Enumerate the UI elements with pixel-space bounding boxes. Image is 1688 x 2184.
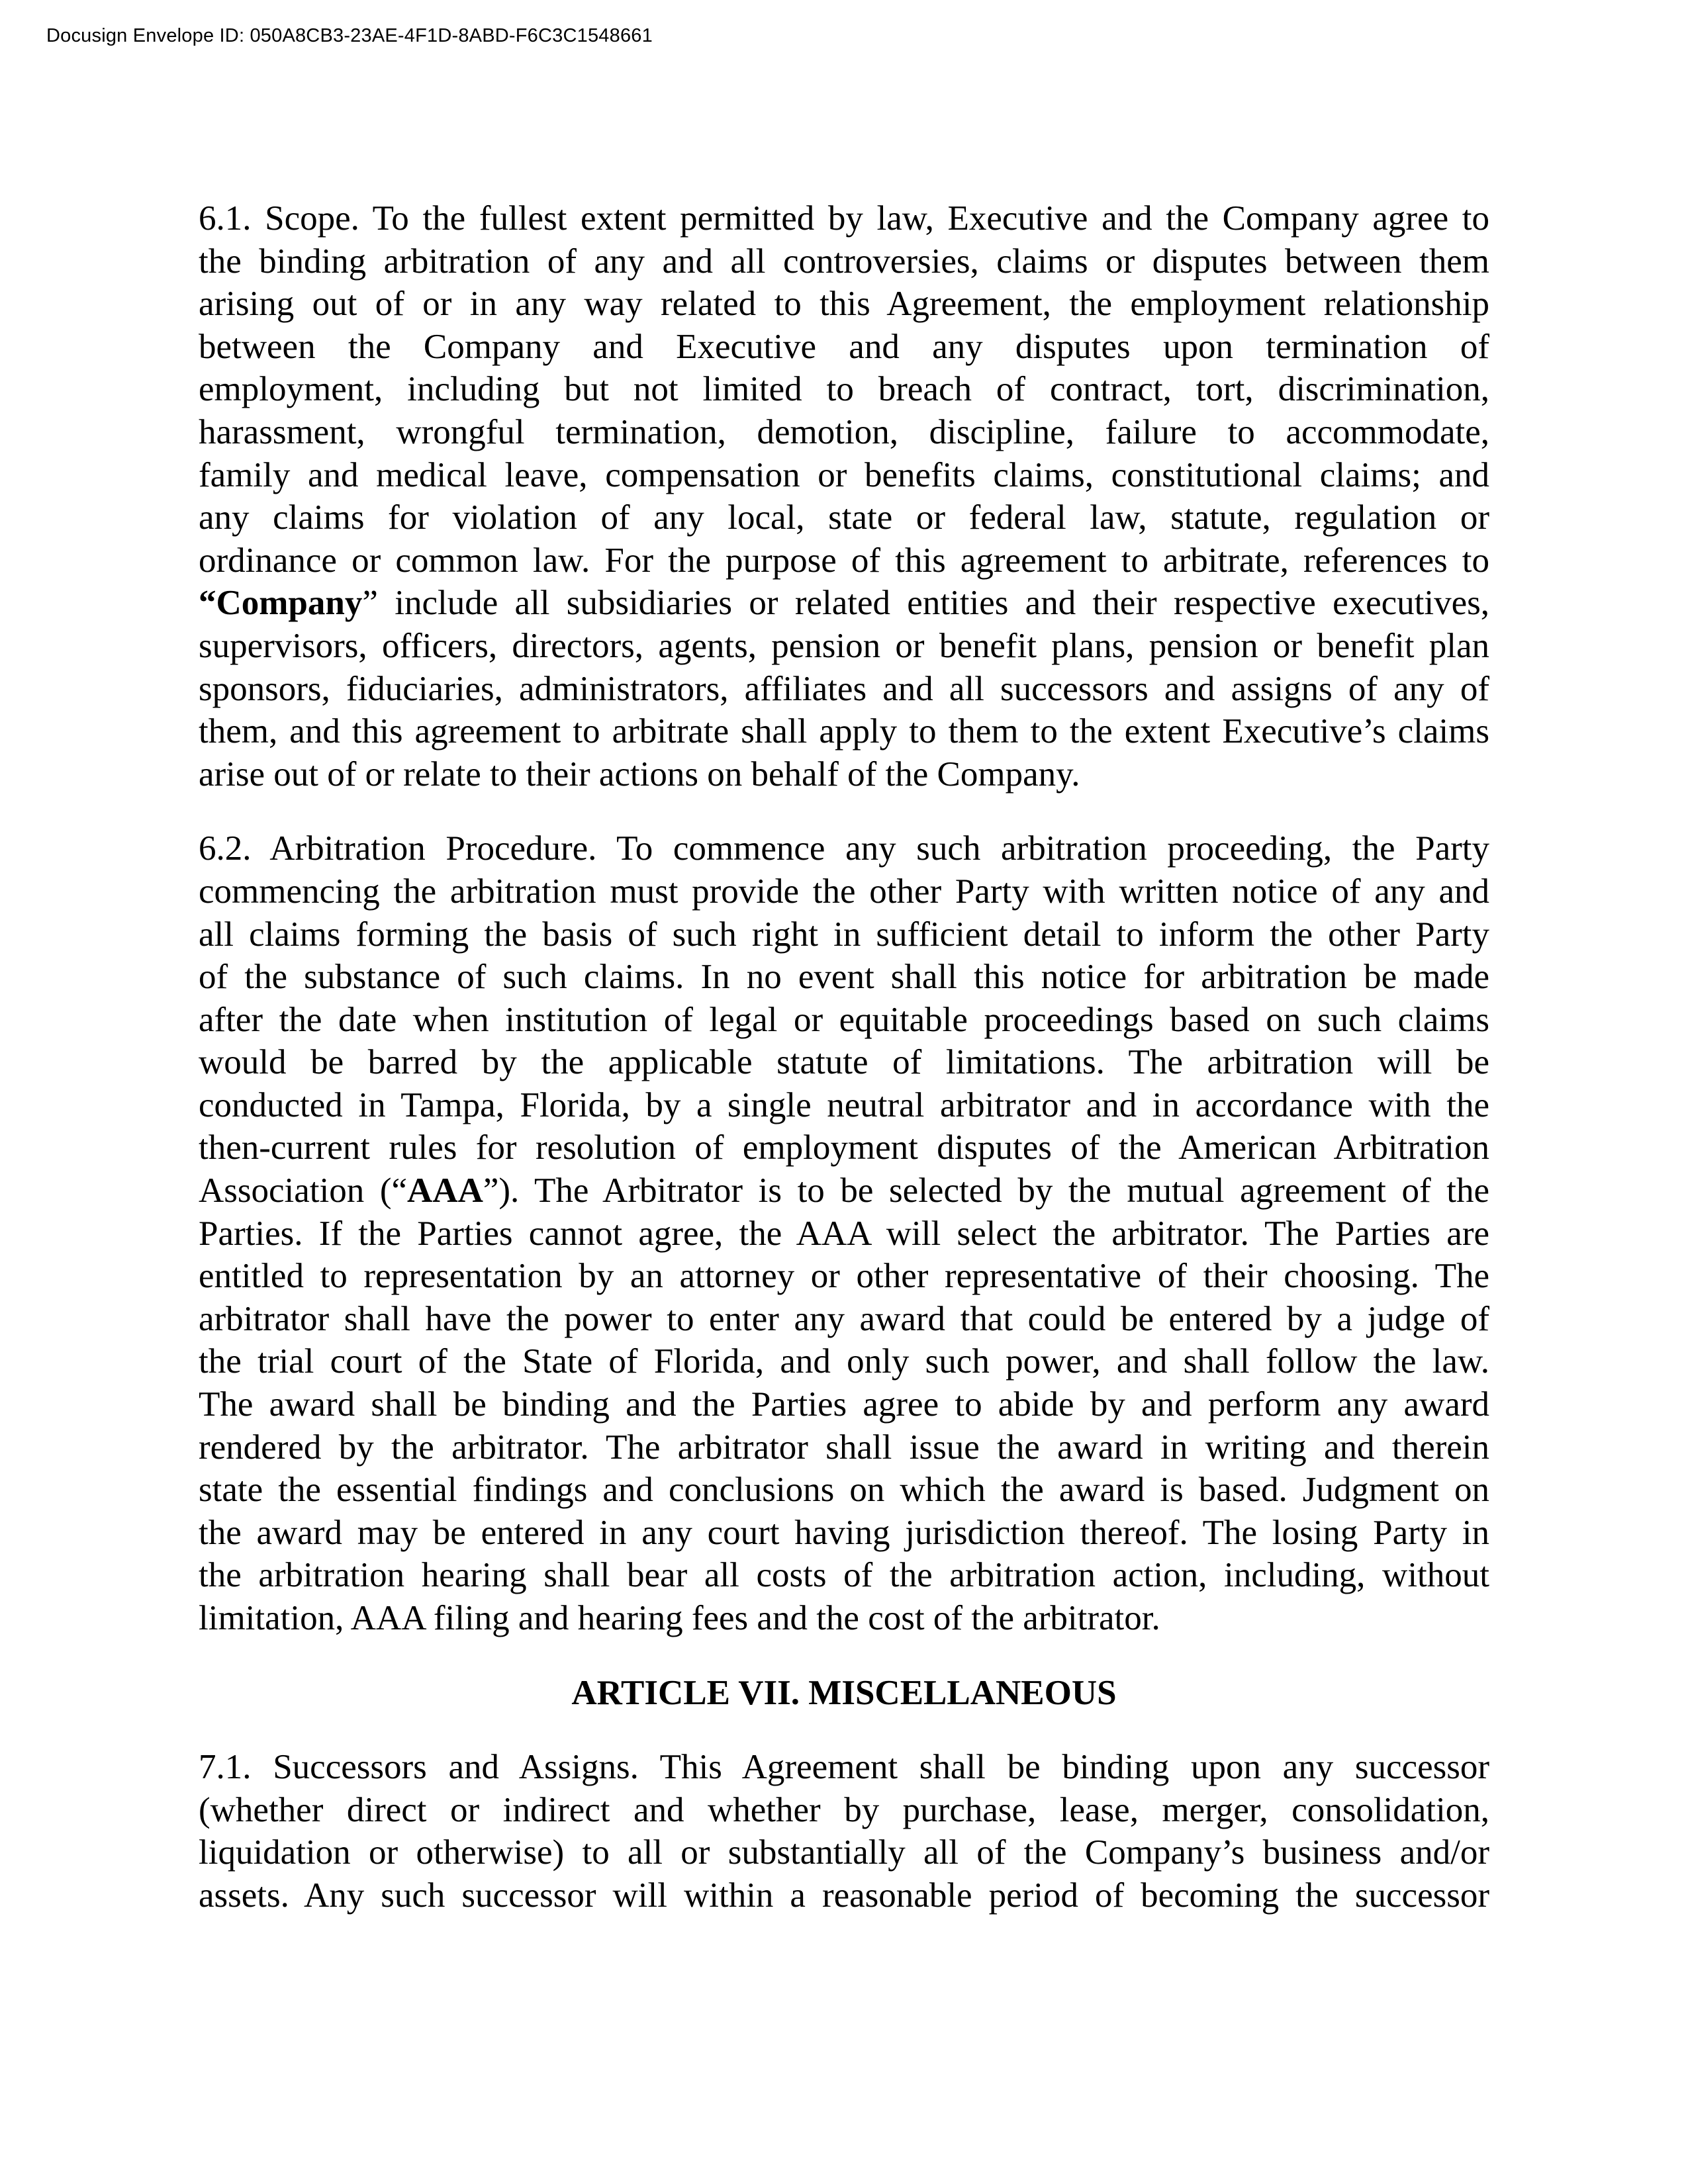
text-line: the binding arbitration of any and all controversies, claims or disputes between them xyxy=(199,242,1489,281)
text-line: 6.1. Scope. To the fullest extent permitted by law, Executive and the Company agree to xyxy=(199,199,1489,238)
text-line: The award shall be binding and the Parties agree to abide by and perform any award xyxy=(199,1385,1489,1424)
text-line: after the date when institution of legal or equitable proceedings based on such claims xyxy=(199,1000,1489,1039)
text-line: harassment, wrongful termination, demotion, discipline, failure to accommodate, xyxy=(199,412,1489,451)
text-line: employment, including but not limited to breach of contract, tort, discrimination, xyxy=(199,370,1489,409)
text-line: commencing the arbitration must provide the other Party with written notice of any and xyxy=(199,872,1489,911)
text-line: arbitrator shall have the power to enter any award that could be entered by a judge of xyxy=(199,1299,1489,1338)
text-line: Parties. If the Parties cannot agree, the AAA will select the arbitrator. The Parties are xyxy=(199,1214,1489,1253)
company-definition-text: ” include all subsidiaries or related entities and their respective executives, xyxy=(362,584,1489,623)
text-line: family and medical leave, compensation or benefits claims, constitutional claims; and xyxy=(199,455,1489,494)
text-line: 6.2. Arbitration Procedure. To commence any such arbitration proceeding, the Party xyxy=(199,829,1489,868)
article-7-heading: ARTICLE VII. MISCELLANEOUS xyxy=(571,1673,1117,1712)
text-line: 7.1. Successors and Assigns. This Agreement shall be binding upon any successor xyxy=(199,1748,1489,1787)
text-line: the trial court of the State of Florida, and only such power, and shall follow the law. xyxy=(199,1342,1489,1381)
text-line: supervisors, officers, directors, agents, pension or benefit plans, pension or benefit plan xyxy=(199,626,1489,665)
section-7-1-paragraph xyxy=(199,1746,1489,1917)
text-line: all claims forming the basis of such right in sufficient detail to inform the other Party xyxy=(199,915,1489,954)
text-line: arise out of or relate to their actions on behalf of the Company. xyxy=(199,754,1080,794)
aaa-suffix: ”). The Arbitrator is to be selected by the mutual agreement of the xyxy=(483,1171,1489,1210)
text-line: any claims for violation of any local, state or federal law, statute, regulation or xyxy=(199,498,1489,537)
aaa-defined-term: AAA xyxy=(407,1171,483,1210)
text-line: ordinance or common law. For the purpose of this agreement to arbitrate, references to xyxy=(199,541,1489,580)
text-line: conducted in Tampa, Florida, by a single neutral arbitrator and in accordance with the xyxy=(199,1085,1489,1124)
text-line: state the essential findings and conclusions on which the award is based. Judgment on xyxy=(199,1471,1489,1510)
docusign-envelope-id: Docusign Envelope ID: 050A8CB3-23AE-4F1D-8ABD-F6C3C1548661 xyxy=(46,25,653,46)
section-6-2-paragraph xyxy=(199,827,1489,1639)
document-body xyxy=(199,197,1489,1917)
text-line: liquidation or otherwise) to all or substantially all of the Company’s business and/or xyxy=(199,1833,1489,1872)
company-open-quote: “ xyxy=(199,584,216,623)
text-line: between the Company and Executive and any disputes upon termination of xyxy=(199,327,1489,366)
text-line: the award may be entered in any court having jurisdiction thereof. The losing Party in xyxy=(199,1513,1489,1552)
text-line: assets. Any such successor will within a reasonable period of becoming the successor xyxy=(199,1876,1489,1915)
aaa-prefix: Association (“ xyxy=(199,1171,408,1210)
text-line: arising out of or in any way related to this Agreement, the employment relationship xyxy=(199,285,1489,324)
company-definition-line xyxy=(199,582,1489,625)
text-line: the arbitration hearing shall bear all costs of the arbitration action, including, without xyxy=(199,1556,1489,1595)
text-line: entitled to representation by an attorney or other representative of their choosing. The xyxy=(199,1257,1489,1296)
aaa-definition-line xyxy=(199,1169,1489,1212)
text-line: would be barred by the applicable statute of limitations. The arbitration will be xyxy=(199,1043,1489,1082)
text-line: limitation, AAA filing and hearing fees and the cost of the arbitrator. xyxy=(199,1599,1160,1637)
section-6-1-paragraph xyxy=(199,197,1489,796)
text-line: sponsors, fiduciaries, administrators, affiliates and all successors and assigns of any of xyxy=(199,669,1489,708)
text-line: then-current rules for resolution of employment disputes of the American Arbitration xyxy=(199,1128,1489,1167)
text-line: rendered by the arbitrator. The arbitrator shall issue the award in writing and therein xyxy=(199,1428,1489,1467)
text-line: (whether direct or indirect and whether by purchase, lease, merger, consolidation, xyxy=(199,1790,1489,1829)
text-line: them, and this agreement to arbitrate shall apply to them to the extent Executive’s claims xyxy=(199,712,1489,751)
company-defined-term: Company xyxy=(216,584,363,623)
text-line: of the substance of such claims. In no event shall this notice for arbitration be made xyxy=(199,958,1489,997)
